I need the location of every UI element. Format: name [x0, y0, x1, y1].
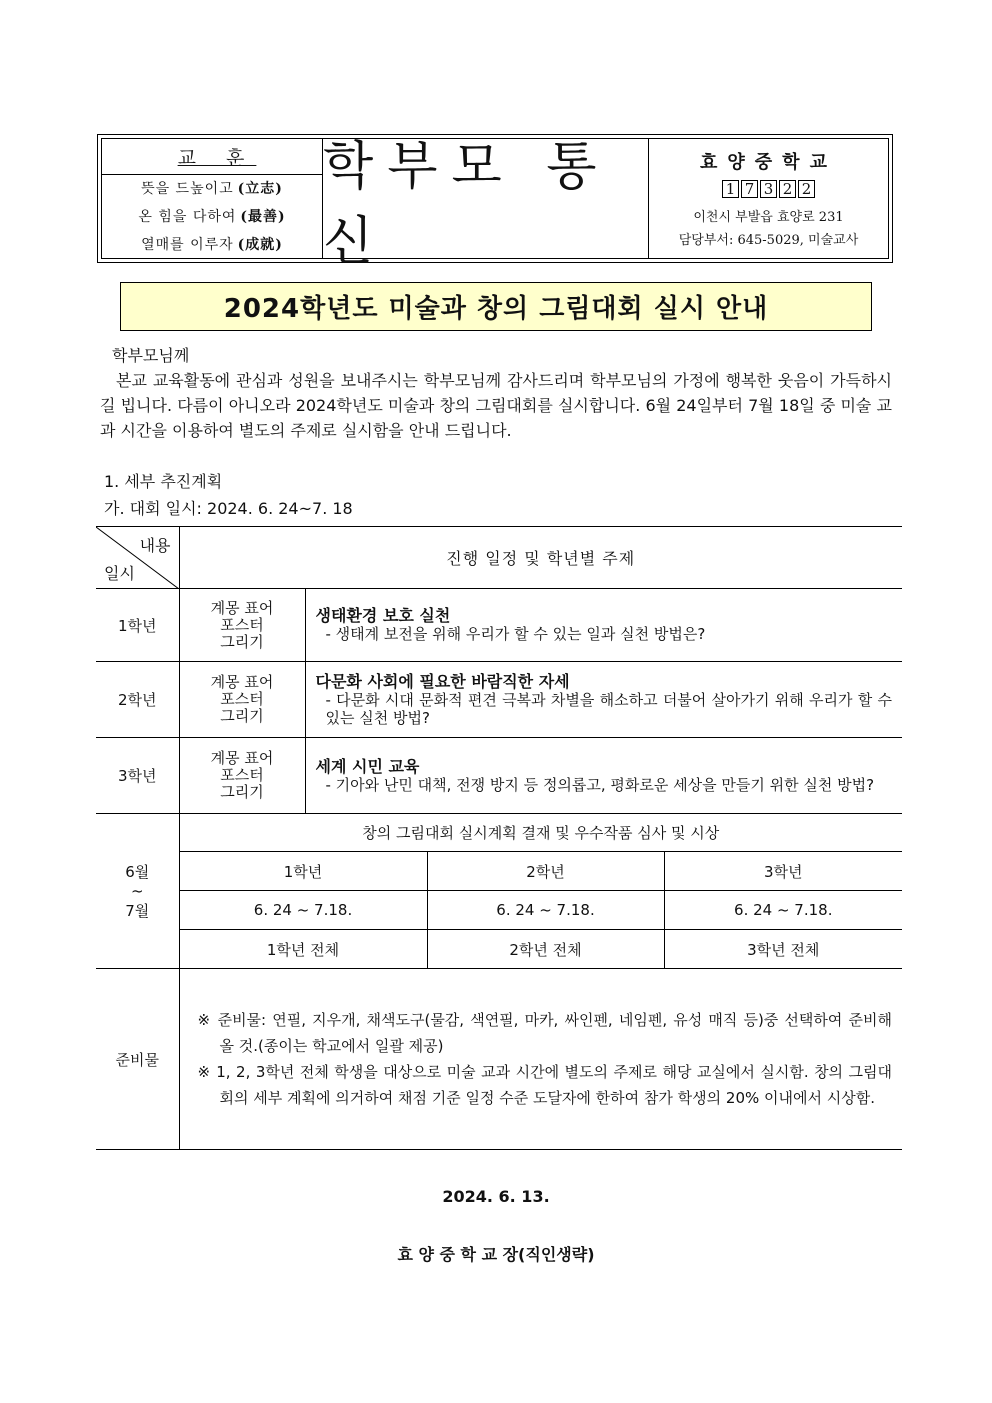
postal-digit: 7 [741, 180, 758, 198]
postal-code [722, 180, 815, 198]
diag-label-content: 내용 [139, 536, 171, 555]
schedule-date: 6. 24 ~ 7.18. [179, 891, 427, 930]
notice-title: 2024학년도 미술과 창의 그림대회 실시 안내 [223, 294, 769, 324]
intro-paragraph: 본교 교육활동에 관심과 성원을 보내주시는 학부모님께 감사드리며 학부모님의 가정에 행복한 웃음이 가득하시길 빕니다. 다름이 아니오라 2024학년도 미술과 창의 그림대회를 실시합니다. 6월 24일부터 7월 18일 중 미술 교과 시간을 이용하여 별도의 주제로 실시함을 안내 드립니다. [100, 371, 892, 440]
page-title: 학부모 통신 [323, 136, 611, 272]
prep-cell [179, 969, 902, 1150]
postal-digit: 1 [722, 180, 739, 198]
diagonal-header-cell [96, 527, 179, 589]
grade-cell: 1학년 [96, 589, 179, 662]
table-header: 진행 일정 및 학년별 주제 [179, 527, 902, 589]
title-cell [323, 136, 649, 272]
section-heading: 1. 세부 추진계획 [104, 472, 223, 491]
prep-item: ※ 1, 2, 3학년 전체 학생을 대상으로 미술 교과 시간에 별도의 주제로 해당 교실에서 실시함. 창의 그림대회의 세부 계획에 의거하여 채점 기준 일정 수준 도달자에 한하여 참가 학생의 20% 이내에서 시상함. [197, 1063, 892, 1107]
letterhead [97, 134, 893, 272]
schedule-target: 1학년 전체 [179, 930, 427, 969]
letterhead-inner [101, 136, 889, 272]
schedule-target: 3학년 전체 [664, 930, 902, 969]
issue-date: 2024. 6. 13. [442, 1187, 550, 1206]
activity-type: 계몽 표어 포스터 그리기 [179, 738, 305, 814]
prep-label: 준비물 [96, 969, 179, 1150]
diag-label-date: 일시 [104, 564, 135, 583]
schedule-period-cell: 6월 ~ 7월 [96, 814, 179, 969]
theme-desc: - 생태계 보전을 위해 우리가 할 수 있는 일과 실천 방법은? [325, 625, 706, 643]
principal-signature: 효 양 중 학 교 장(직인생략) [397, 1245, 595, 1264]
schedule-date: 6. 24 ~ 7.18. [427, 891, 664, 930]
sub-heading: 가. 대회 일시: 2024. 6. 24~7. 18 [104, 499, 353, 518]
motto-line-3: 열매를 이루자 (成就) [141, 237, 283, 254]
theme-title: 다문화 사회에 필요한 바람직한 자세 [315, 671, 570, 691]
motto-title-cell [102, 139, 322, 175]
schedule-date: 6. 24 ~ 7.18. [664, 891, 902, 930]
school-address: 이천시 부발읍 효양로 231 [693, 209, 844, 225]
theme-cell [305, 738, 902, 814]
school-motto [102, 139, 323, 258]
plan-table [96, 526, 902, 1150]
schedule-title: 창의 그림대회 실시계획 결재 및 우수작품 심사 및 시상 [179, 814, 902, 852]
grade-cell: 2학년 [96, 662, 179, 738]
schedule-target: 2학년 전체 [427, 930, 664, 969]
motto-title: 교 훈 [177, 146, 257, 169]
school-name: 효양중학교 [700, 151, 837, 173]
grade-cell: 3학년 [96, 738, 179, 814]
notice-banner [120, 282, 872, 331]
motto-line-2: 온 힘을 다하여 (最善) [138, 209, 286, 226]
theme-cell [305, 589, 902, 662]
school-contact: 담당부서: 645-5029, 미술교사 [678, 232, 859, 248]
activity-type: 계몽 표어 포스터 그리기 [179, 589, 305, 662]
activity-type: 계몽 표어 포스터 그리기 [179, 662, 305, 738]
schedule-grade: 2학년 [427, 852, 664, 891]
theme-title: 세계 시민 교육 [315, 756, 420, 776]
schedule-grade: 1학년 [179, 852, 427, 891]
school-info [649, 139, 888, 258]
postal-digit: 3 [760, 180, 777, 198]
schedule-grade: 3학년 [664, 852, 902, 891]
theme-desc: - 다문화 시대 문화적 편견 극복과 차별을 해소하고 더불어 살아가기 위해 우리가 할 수 있는 실천 방법? [325, 690, 892, 727]
theme-desc: - 기아와 난민 대책, 전쟁 방지 등 정의롭고, 평화로운 세상을 만들기 위한 실천 방법? [325, 775, 875, 794]
prep-item: ※ 준비물: 연필, 지우개, 채색도구(물감, 색연필, 마카, 싸인펜, 네임펜, 유성 매직 등)중 선택하여 준비해 올 것.(종이는 학교에서 일괄 제공) [197, 1011, 892, 1055]
greeting: 학부모님께 [112, 346, 190, 365]
postal-digit: 2 [779, 180, 796, 198]
theme-cell [305, 662, 902, 738]
postal-digit: 2 [798, 180, 815, 198]
motto-line-1: 뜻을 드높이고 (立志) [141, 181, 283, 198]
theme-title: 생태환경 보호 실천 [315, 606, 451, 625]
